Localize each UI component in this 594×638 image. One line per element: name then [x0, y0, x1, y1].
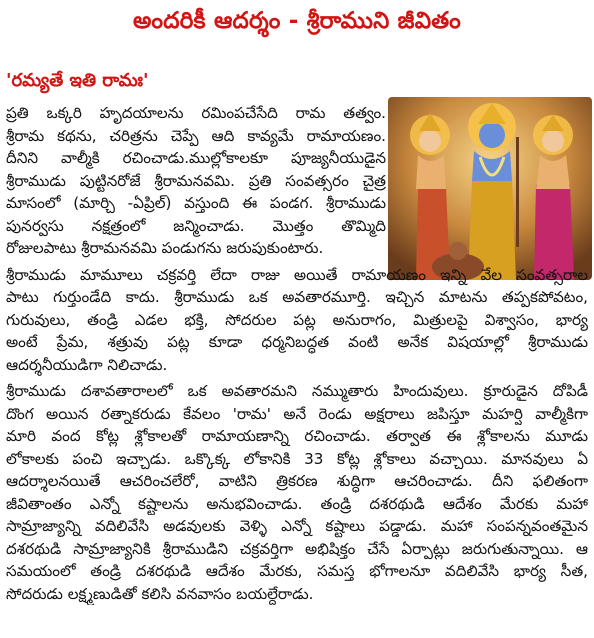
- text-line: అంటే ప్రేమ, శత్రువు పట్ల కూడా ధర్మనిబద్ధత వంటి అనేక విషయాల్లో శ్రీరాముడు: [6, 333, 588, 351]
- text-line: దీనిని వాల్మీకి రచించాడు.ముల్లోకాలకూ పూజ్యనీయుడైన: [6, 149, 386, 167]
- text-line: పునర్వసు నక్షత్రంలో జన్మించాడు. మొత్తం తొమ్మిది: [6, 216, 386, 235]
- text-line: శ్రీరామ కథను, చరిత్రను చెప్పే ఆది కావ్యమే రామాయణం.: [6, 126, 386, 145]
- paragraph-1: [6, 102, 588, 260]
- text-line: రోజులపాటు శ్రీరామనవమి పండుగను జరుపుకుంటారు.: [6, 239, 324, 257]
- text-line: ప్రతి ఒక్కరి హృదయాలను రమింపచేసేది రామ తత్వం.: [6, 104, 386, 122]
- article-body: [6, 102, 588, 605]
- paragraph-3: [6, 380, 588, 605]
- text-line: శ్రీరాముడు మామూలు చక్రవర్తి లేదా రాజు అయితే రామాయణం ఇన్ని వేల సంవత్సరాల: [6, 265, 588, 284]
- paragraph-2: [6, 264, 588, 377]
- text-line: ఆదర్శాలనయితే ఆచరించలేరో, వాటిని త్రికరణ శుద్ధిగా ఆచరించాడు. దీని ఫలితంగా: [6, 472, 588, 490]
- text-line: దొంగ అయిన రత్నాకరుడు కేవలం 'రామ' అనే రెండు అక్షరాలు జపిస్తూ మహర్షి వాల్మీకిగా: [6, 404, 588, 423]
- text-line: పాటు గుర్తుండేది కాదు. శ్రీరాముడు ఒక అవతారమూర్తి. ఇచ్చిన మాటను తప్పకపోవటం,: [6, 288, 588, 306]
- text-line: లోకాలకు పంచి ఇచ్చాడు. ఒక్కొక్క లోకానికి 33 కోట్ల శ్లోకాలు వచ్చాయి. మానవులు ఏ: [6, 449, 588, 468]
- text-line: సమయంలో తండ్రి దశరథుడి ఆదేశం మేరకు, సమస్త భోగాలనూ వదిలివేసి భార్య సీత,: [6, 562, 588, 580]
- text-line: ఆదర్శనీయుడిగా నిలిచాడు.: [6, 355, 168, 374]
- text-line: మారి వంద కోట్ల శ్లోకాలతో రామాయణాన్ని రచించాడు. తర్వాత ఈ శ్లోకాలను మూడు: [6, 427, 588, 445]
- text-line: మాసంలో (మార్చి -ఏప్రిల్) వస్తుంది ఈ పండగ. శ్రీరాముడు: [6, 194, 386, 212]
- text-line: జీవితాంతం ఎన్నో కష్టాలను అనుభవించాడు. తండ్రి దశరథుడి ఆదేశం మేరకు మహా: [6, 494, 588, 513]
- article-subtitle: 'రమ్యతే ఇతి రామః': [6, 70, 149, 91]
- text-line: గురువులు, తండ్రి ఎడల భక్తి, సోదరుల పట్ల అనురాగం, మిత్రులపై విశ్వాసం, భార్య: [6, 310, 588, 329]
- text-line: దశరథుడి సామ్రాజ్యానికి శ్రీరాముడిని చక్రవర్తిగా అభిషిక్తం చేసే ఏర్పాట్లు జరుగుతున్నాయి. ఆ: [6, 539, 588, 558]
- page-title: అందరికీ ఆదర్శం - శ్రీరాముని జీవితం: [133, 8, 461, 34]
- text-line: సోదరుడు లక్ష్మణుడితో కలిసి వనవాసం బయల్దేరాడు.: [6, 584, 314, 603]
- text-line: సామ్రాజ్యాన్ని వదిలివేసి అడవులకు వెళ్ళి ఎన్నో కష్టాలు పడ్డాడు. మహా సంపన్నవంతమైన: [6, 517, 588, 535]
- text-line: శ్రీరాముడు పుట్టినరోజే శ్రీరామనవమి. ప్రతి సంవత్సరం చైత్ర: [6, 171, 386, 190]
- text-line: శ్రీరాముడు దశావతారాలలో ఒక అవతారమని నమ్ముతారు హిందువులు. క్రూరుడైన దోపిడీ: [6, 382, 588, 400]
